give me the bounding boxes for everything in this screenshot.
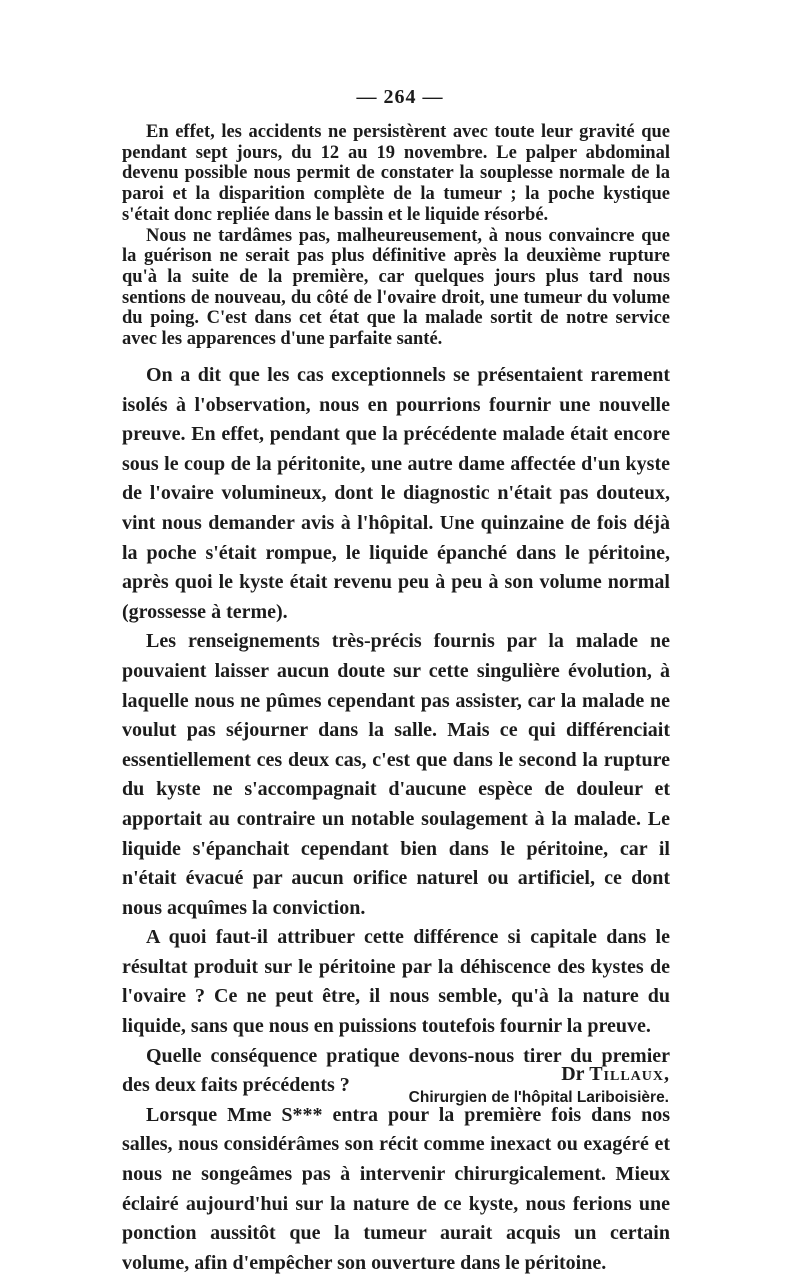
paragraph: On a dit que les cas exceptionnels se présentaient rarement isolés à l'observation, nous en pourrions fournir une nouvelle preuve. En effet, pendant que la précédente malade était encore sous le coup de la péritonite, une autre dame affectée d'un kyste de l'ovaire volumineux, dont le diagnostic n'était pas douteux, vint nous demander avis à l'hôpital. Une quinzaine de fois déjà la poche s'était rompue, le liquide épanché dans le péritoine, après quoi le kyste était revenu peu à peu à son volume normal (grossesse à terme).: [122, 364, 670, 623]
author-name: Tillaux,: [589, 1063, 670, 1085]
paragraph: En effet, les accidents ne persistèrent avec toute leur gravité que pendant sept jours, du 12 au 19 novembre. Le palper abdominal devenu possible nous permit de constater la souplesse normale de la paroi et la disparition complète de la tumeur ; la poche kystique s'était donc repliée dans le bassin et le liquide résorbé.: [122, 122, 670, 225]
paragraph: Nous ne tardâmes pas, malheureusement, à nous convaincre que la guérison ne serait pas plus définitive après la deuxième rupture qu'à la suite de la première, car quelques jours plus tard nous sentions de nouveau, du côté de l'ovaire droit, une tumeur du volume du poing. C'est dans cet état que la malade sortit de notre service avec les apparences d'une parfaite santé.: [122, 225, 670, 350]
author-affiliation: Chirurgien de l'hôpital Lariboisière.: [408, 1089, 669, 1106]
page-number: — 264 —: [356, 86, 444, 108]
paragraph: Les renseignements très-précis fournis par la malade ne pouvaient laisser aucun doute sur cette singulière évolution, à laquelle nous ne pûmes cependant pas assister, car la malade ne voulut pas séjourner dans la salle. Mais ce qui différenciait essentiellement ces deux cas, c'est que dans le second la rupture du kyste ne s'accompagnait d'aucune espèce de douleur et apportait au contraire un notable soulagement à la malade. Le liquide s'épanchait cependant bien dans le péritoine, car il n'était évacué par aucun orifice naturel ou artificiel, ce dont nous acquîmes la conviction.: [122, 630, 670, 919]
text-block-main: [122, 361, 670, 1278]
paragraph: Quelle conséquence pratique devons-nous tirer du premier des deux faits précédents ?: [122, 1044, 670, 1097]
author-title: Dr: [561, 1063, 585, 1085]
paragraph: Lorsque Mme S*** entra pour la première fois dans nos salles, nous considérâmes son récit comme inexact ou exagéré et nous ne songeâmes pas à intervenir chirurgicalement. Mieux éclairé aujourd'hui sur la nature de ce kyste, nous ferions une ponction aussitôt que la tumeur aurait acquis un certain volume, afin d'empêcher son ouverture dans le péritoine.: [122, 1103, 670, 1274]
author-signature: [561, 1063, 670, 1086]
paragraph: A quoi faut-il attribuer cette différence si capitale dans le résultat produit sur le péritoine par la déhiscence des kystes de l'ovaire ? Ce ne peut être, il nous semble, qu'à la nature du liquide, sans que nous en puissions toutefois fournir la preuve.: [122, 926, 670, 1038]
text-block-small-print: [122, 122, 670, 350]
